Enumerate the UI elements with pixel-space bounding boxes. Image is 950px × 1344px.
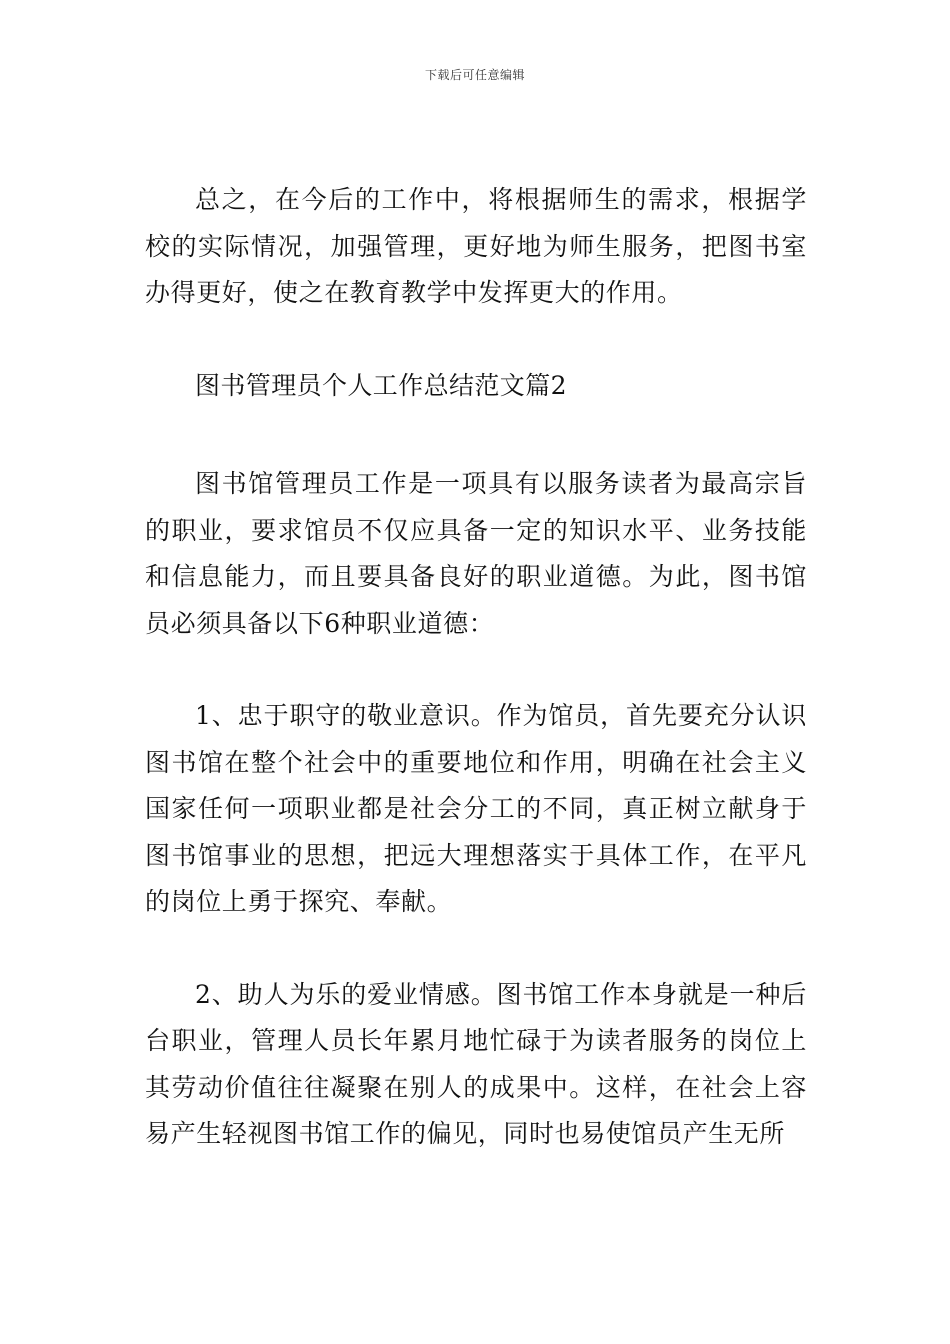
paragraph-spacer	[145, 409, 807, 461]
page-header-note: 下载后可任意编辑	[424, 68, 525, 82]
document-body	[145, 177, 807, 1158]
paragraph-item-2: 2、助人为乐的爱业情感。图书馆工作本身就是一种后台职业，管理人员长年累月地忙碌于为读者服务的岗位上其劳动价值往往凝聚在别人的成果中。这样，在社会上容易产生轻视图书馆工作的偏见，同时也易使馆员产生无所	[145, 979, 807, 1148]
paragraph-spacer	[145, 317, 807, 363]
paragraph-spacer	[145, 926, 807, 972]
section-heading: 图书管理员个人工作总结范文篇2	[195, 370, 567, 400]
paragraph-conclusion: 总之，在今后的工作中，将根据师生的需求，根据学校的实际情况，加强管理，更好地为师生服务，把图书室办得更好，使之在教育教学中发挥更大的作用。	[145, 185, 807, 307]
paragraph-spacer	[145, 647, 807, 693]
paragraph-intro: 图书馆管理员工作是一项具有以服务读者为最高宗旨的职业，要求馆员不仅应具备一定的知识水平、业务技能和信息能力，而且要具备良好的职业道德。为此，图书馆员必须具备以下6种职业道德：	[145, 469, 807, 638]
paragraph-item-1: 1、忠于职守的敬业意识。作为馆员，首先要充分认识图书馆在整个社会中的重要地位和作用，明确在社会主义国家任何一项职业都是社会分工的不同，真正树立献身于图书馆事业的思想，把远大理想落实于具体工作，在平凡的岗位上勇于探究、奉献。	[145, 701, 807, 916]
